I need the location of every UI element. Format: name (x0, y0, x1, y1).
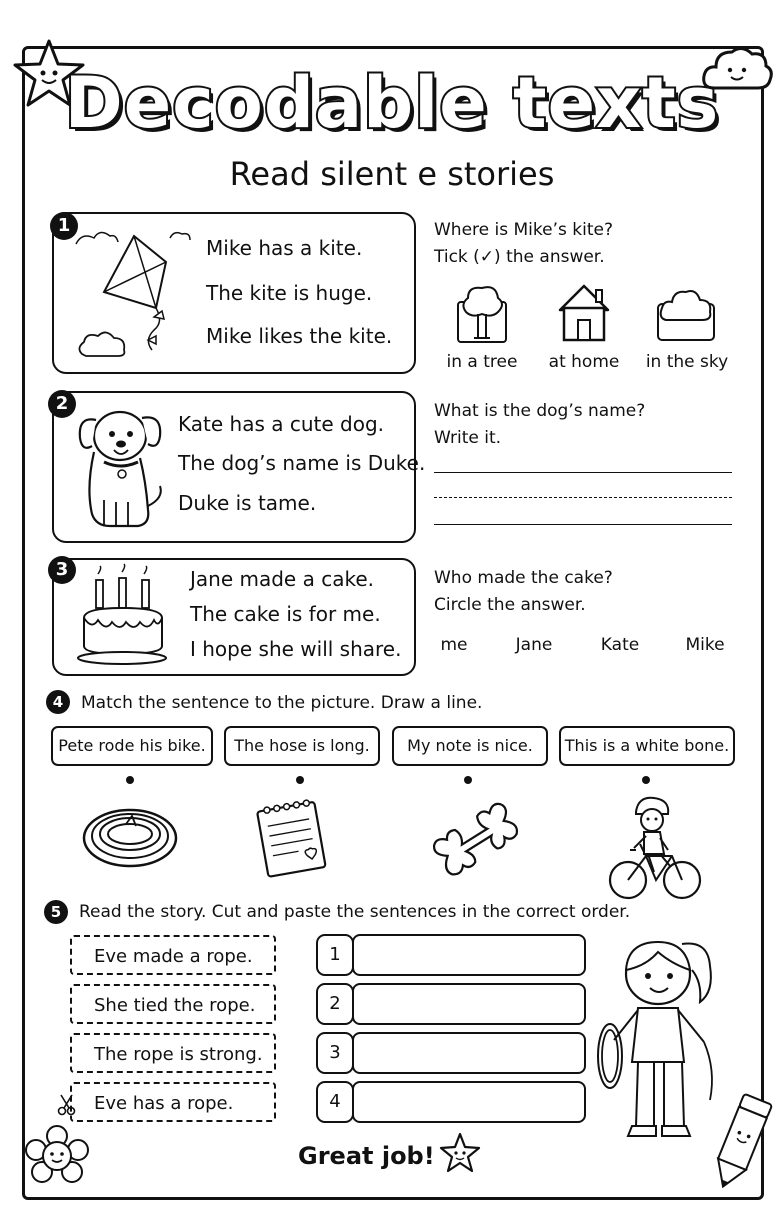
question-2-line-1: What is the dog’s name? (434, 401, 646, 421)
cut-sentence-2[interactable]: She tied the rope. (70, 984, 276, 1024)
option-at-home[interactable]: at home (548, 352, 620, 372)
order-slot-4[interactable] (352, 1081, 586, 1123)
question-2-line-2: Write it. (434, 428, 502, 448)
option-me[interactable]: me (440, 635, 468, 655)
star-icon (438, 1132, 482, 1174)
hose-icon[interactable] (80, 804, 180, 870)
scissors-icon (56, 1094, 78, 1116)
match-dot-1[interactable] (126, 776, 134, 784)
section-number-4: 4 (46, 690, 70, 714)
cut-sentence-1[interactable]: Eve made a rope. (70, 935, 276, 975)
house-icon[interactable] (556, 282, 612, 344)
kite-icon (74, 222, 194, 362)
match-sentence-3[interactable]: My note is nice. (392, 726, 548, 766)
order-number-1: 1 (316, 934, 354, 976)
cake-icon (78, 566, 168, 664)
dog-icon (76, 402, 166, 530)
option-jane[interactable]: Jane (515, 635, 553, 655)
match-sentence-1[interactable]: Pete rode his bike. (51, 726, 213, 766)
story-3-line-3: I hope she will share. (190, 637, 402, 661)
question-1-line-1: Where is Mike’s kite? (434, 220, 613, 240)
order-number-4: 4 (316, 1081, 354, 1123)
order-slot-2[interactable] (352, 983, 586, 1025)
question-3-line-1: Who made the cake? (434, 568, 613, 588)
tree-icon[interactable] (456, 282, 508, 344)
order-slot-1[interactable] (352, 934, 586, 976)
question-1-line-2: Tick (✓) the answer. (434, 247, 605, 267)
footer-great-job: Great job! (298, 1142, 435, 1170)
cut-sentence-4[interactable]: Eve has a rope. (70, 1082, 276, 1122)
match-dot-3[interactable] (464, 776, 472, 784)
order-number-2: 2 (316, 983, 354, 1025)
flower-icon (22, 1126, 92, 1188)
story-1-line-2: The kite is huge. (206, 281, 373, 305)
bike-rider-icon[interactable] (606, 794, 702, 904)
section-number-2: 2 (48, 390, 76, 418)
page-title: Decodable texts (64, 62, 720, 144)
sky-cloud-icon[interactable] (656, 284, 716, 342)
story-1-line-1: Mike has a kite. (206, 236, 363, 260)
match-sentence-2[interactable]: The hose is long. (224, 726, 380, 766)
story-3-line-1: Jane made a cake. (190, 567, 374, 591)
page-subtitle: Read silent e stories (229, 155, 555, 193)
order-instruction: Read the story. Cut and paste the sentences in the correct order. (79, 902, 631, 922)
question-3-line-2: Circle the answer. (434, 595, 586, 615)
match-sentence-4[interactable]: This is a white bone. (559, 726, 735, 766)
story-2-line-1: Kate has a cute dog. (178, 412, 385, 436)
section-number-5: 5 (44, 900, 68, 924)
pencil-icon (706, 1090, 776, 1194)
answer-write-line-bottom[interactable] (434, 524, 732, 525)
notepad-icon[interactable] (252, 796, 334, 878)
story-3-line-2: The cake is for me. (190, 602, 381, 626)
match-dot-2[interactable] (296, 776, 304, 784)
cut-sentence-3[interactable]: The rope is strong. (70, 1033, 276, 1073)
option-in-the-sky[interactable]: in the sky (645, 352, 729, 372)
story-2-line-3: Duke is tame. (178, 491, 317, 515)
answer-write-line-mid[interactable] (434, 497, 732, 498)
section-number-1: 1 (50, 212, 78, 240)
section-number-3: 3 (48, 556, 76, 584)
story-2-line-2: The dog’s name is Duke. (178, 451, 426, 475)
answer-write-line-top[interactable] (434, 472, 732, 473)
story-1-line-3: Mike likes the kite. (206, 324, 393, 348)
match-instruction: Match the sentence to the picture. Draw a line. (81, 693, 483, 713)
match-dot-4[interactable] (642, 776, 650, 784)
option-in-a-tree[interactable]: in a tree (446, 352, 518, 372)
order-number-3: 3 (316, 1032, 354, 1074)
bone-icon[interactable] (428, 808, 528, 880)
option-mike[interactable]: Mike (685, 635, 725, 655)
order-slot-3[interactable] (352, 1032, 586, 1074)
option-kate[interactable]: Kate (600, 635, 640, 655)
